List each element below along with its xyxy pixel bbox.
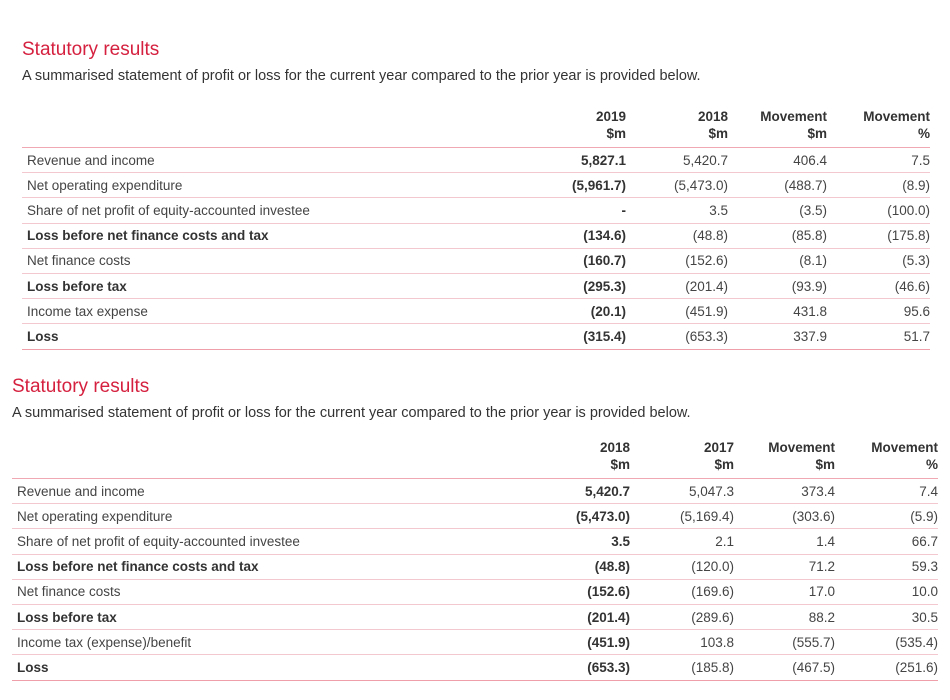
row-label: Revenue and income [22,148,474,173]
movement-percent: 95.6 [827,299,930,324]
header-prior-year: 2017 $m [703,440,734,472]
header-movement-amount: Movement $m [760,109,827,141]
section-subtitle: A summarised statement of profit or loss for the current year compared to the prior year is provided below. [12,405,691,421]
movement-percent: 7.5 [827,148,930,173]
row-label: Net finance costs [12,579,470,604]
prior-year-value: (289.6) [636,604,734,629]
table-row [22,299,930,324]
table-row [22,223,930,248]
results-table [22,108,930,350]
current-year-value: (5,961.7) [474,173,632,198]
current-year-value: - [474,198,632,223]
movement-amount: 406.4 [728,148,827,173]
movement-amount: 431.8 [728,299,827,324]
header-current-year: 2018 $m [599,440,630,472]
row-label: Loss [12,655,470,680]
movement-amount: 71.2 [734,554,835,579]
table-row [12,529,938,554]
row-label: Net operating expenditure [12,504,470,529]
prior-year-value: 5,420.7 [632,148,728,173]
prior-year-value: 3.5 [632,198,728,223]
table-row [22,148,930,173]
movement-percent: (251.6) [835,655,938,680]
header-movement-percent: Movement % [871,440,938,472]
movement-amount: (555.7) [734,630,835,655]
current-year-value: (134.6) [474,223,632,248]
movement-amount: (3.5) [728,198,827,223]
row-label: Loss before net finance costs and tax [12,554,470,579]
row-label: Share of net profit of equity-accounted investee [12,529,470,554]
movement-percent: 30.5 [835,604,938,629]
row-label: Loss before tax [12,604,470,629]
current-year-value: (152.6) [470,579,636,604]
prior-year-value: (169.6) [636,579,734,604]
table-row [12,504,938,529]
movement-amount: (467.5) [734,655,835,680]
movement-percent: 59.3 [835,554,938,579]
movement-amount: (8.1) [728,248,827,273]
current-year-value: (5,473.0) [470,504,636,529]
prior-year-value: (48.8) [632,223,728,248]
section-title: Statutory results [12,376,150,397]
row-label: Loss before net finance costs and tax [22,223,474,248]
header-movement-percent: Movement % [863,109,930,141]
table-row [22,324,930,349]
header-current-year: 2019 $m [595,109,626,141]
table-row [22,273,930,298]
table-row [22,248,930,273]
results-table [12,439,938,681]
movement-amount: (303.6) [734,504,835,529]
current-year-value: (295.3) [474,273,632,298]
movement-percent: 66.7 [835,529,938,554]
prior-year-value: (5,473.0) [632,173,728,198]
current-year-value: (48.8) [470,554,636,579]
table-row [12,630,938,655]
table-header-row [12,439,938,479]
statutory-results-2019 [22,38,930,350]
movement-percent: 51.7 [827,324,930,349]
current-year-value: (315.4) [474,324,632,349]
statutory-results-2018 [12,375,938,681]
table-row [12,554,938,579]
prior-year-value: (120.0) [636,554,734,579]
movement-amount: (85.8) [728,223,827,248]
movement-percent: (100.0) [827,198,930,223]
movement-amount: 17.0 [734,579,835,604]
movement-percent: (46.6) [827,273,930,298]
current-year-value: (201.4) [470,604,636,629]
prior-year-value: 2.1 [636,529,734,554]
movement-percent: (8.9) [827,173,930,198]
table-row [12,604,938,629]
row-label: Loss before tax [22,273,474,298]
row-label: Income tax expense [22,299,474,324]
current-year-value: 5,420.7 [470,479,636,504]
row-label: Net finance costs [22,248,474,273]
row-label: Loss [22,324,474,349]
current-year-value: (20.1) [474,299,632,324]
table-row [12,579,938,604]
prior-year-value: (152.6) [632,248,728,273]
prior-year-value: (451.9) [632,299,728,324]
header-movement-amount: Movement $m [768,440,835,472]
prior-year-value: 5,047.3 [636,479,734,504]
row-label: Net operating expenditure [22,173,474,198]
movement-percent: (5.3) [827,248,930,273]
section-subtitle: A summarised statement of profit or loss for the current year compared to the prior year is provided below. [22,68,701,84]
prior-year-value: (185.8) [636,655,734,680]
prior-year-value: 103.8 [636,630,734,655]
table-row [22,173,930,198]
movement-percent: (175.8) [827,223,930,248]
table-row [12,479,938,504]
current-year-value: 5,827.1 [474,148,632,173]
current-year-value: (451.9) [470,630,636,655]
current-year-value: 3.5 [470,529,636,554]
movement-percent: (5.9) [835,504,938,529]
row-label: Share of net profit of equity-accounted investee [22,198,474,223]
row-label: Income tax (expense)/benefit [12,630,470,655]
table-row [22,198,930,223]
row-label: Revenue and income [12,479,470,504]
movement-amount: 88.2 [734,604,835,629]
movement-amount: 373.4 [734,479,835,504]
table-row [12,655,938,680]
movement-amount: (93.9) [728,273,827,298]
table-header-row [22,108,930,148]
prior-year-value: (201.4) [632,273,728,298]
header-label-cell [12,439,470,479]
movement-amount: (488.7) [728,173,827,198]
movement-percent: 10.0 [835,579,938,604]
movement-percent: (535.4) [835,630,938,655]
current-year-value: (160.7) [474,248,632,273]
header-label-cell [22,108,474,148]
movement-percent: 7.4 [835,479,938,504]
current-year-value: (653.3) [470,655,636,680]
section-title: Statutory results [22,39,160,60]
movement-amount: 337.9 [728,324,827,349]
prior-year-value: (5,169.4) [636,504,734,529]
prior-year-value: (653.3) [632,324,728,349]
movement-amount: 1.4 [734,529,835,554]
header-prior-year: 2018 $m [697,109,728,141]
